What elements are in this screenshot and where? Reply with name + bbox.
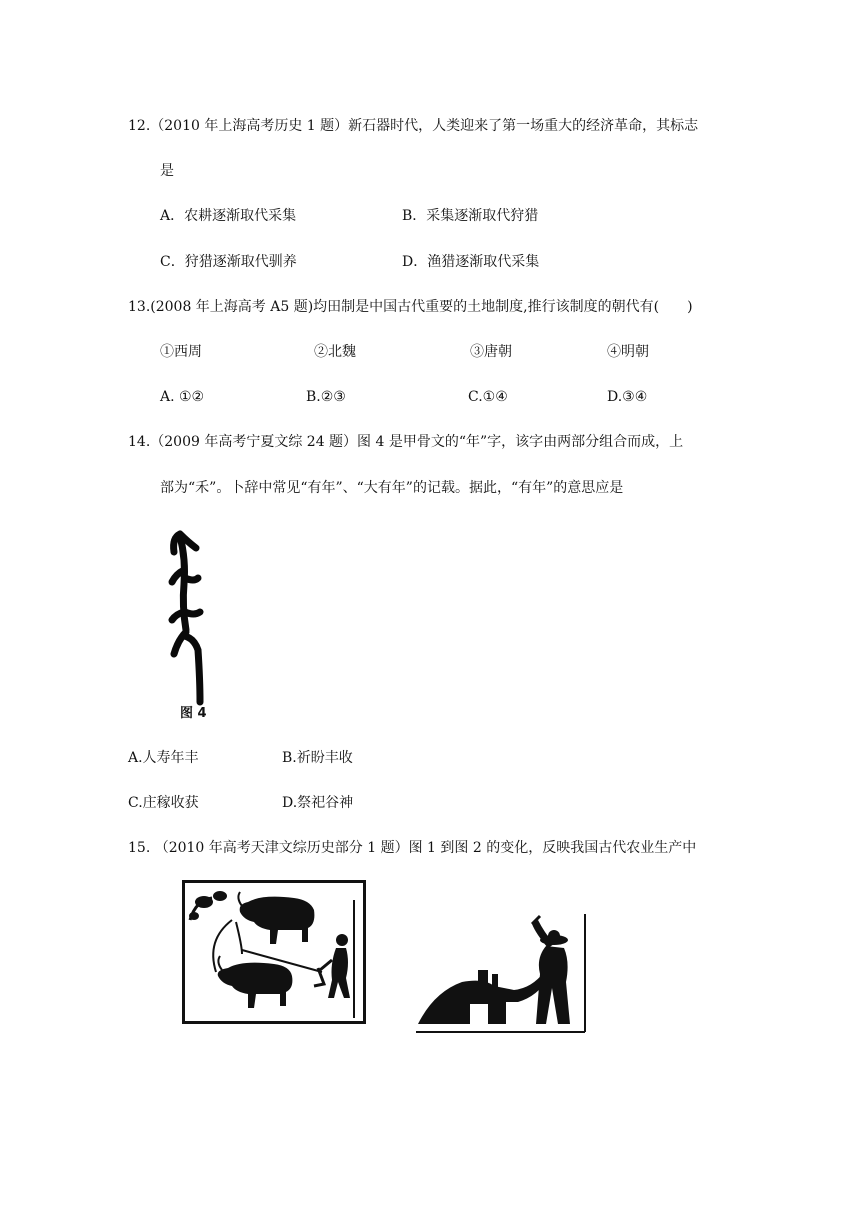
q13-option-d: D.③④ bbox=[607, 389, 648, 405]
q13-item-1: ①西周 bbox=[160, 344, 202, 360]
q12-option-d: D．渔猎逐渐取代采集 bbox=[402, 254, 540, 270]
q14-stem-line1: 14.（2009 年高考宁夏文综 24 题）图 4 是甲骨文的“年”字，该字由两部分组合而成，上 bbox=[128, 434, 684, 450]
oracle-bone-nian-glyph bbox=[150, 520, 260, 725]
two-oxen-plowing-illustration bbox=[182, 880, 366, 1024]
q13-item-4: ④明朝 bbox=[607, 344, 649, 360]
q13-option-b: B.②③ bbox=[306, 389, 346, 405]
q14-option-a: A.人寿年丰 bbox=[128, 750, 199, 766]
man-plowing-silhouette bbox=[414, 912, 588, 1036]
figure-4-caption: 图 4 bbox=[180, 706, 207, 721]
q14-option-d: D.祭祀谷神 bbox=[282, 795, 354, 811]
q13-item-3: ③唐朝 bbox=[470, 344, 512, 360]
q13-stem: 13.(2008 年上海高考 A5 题)均田制是中国古代重要的土地制度,推行该制度的朝代有( ) bbox=[128, 299, 693, 315]
q13-option-a: A. ①② bbox=[160, 389, 205, 405]
oracle-bone-nian-figure bbox=[150, 520, 260, 725]
q12-stem-line2: 是 bbox=[160, 163, 174, 179]
q13-option-c: C.①④ bbox=[468, 389, 508, 405]
figure-2-man-with-plow bbox=[414, 912, 588, 1036]
q14-option-b: B.祈盼丰收 bbox=[282, 750, 353, 766]
q12-option-a: A．农耕逐渐取代采集 bbox=[160, 208, 297, 224]
q13-item-2: ②北魏 bbox=[314, 344, 356, 360]
q14-stem-line2: 部为“禾”。卜辞中常见“有年”、“大有年”的记载。据此，“有年”的意思应是 bbox=[160, 480, 624, 496]
q12-option-c: C．狩猎逐渐取代驯养 bbox=[160, 254, 297, 270]
q15-stem: 15. （2010 年高考天津文综历史部分 1 题）图 1 到图 2 的变化，反映我国古代农业生产中 bbox=[128, 840, 697, 856]
q12-option-b: B．采集逐渐取代狩猎 bbox=[402, 208, 539, 224]
q14-option-c: C.庄稼收获 bbox=[128, 795, 199, 811]
figure-1-two-oxen-plowing bbox=[182, 880, 366, 1024]
q12-stem-line1: 12.（2010 年上海高考历史 1 题）新石器时代，人类迎来了第一场重大的经济革命，其标志 bbox=[128, 118, 699, 134]
